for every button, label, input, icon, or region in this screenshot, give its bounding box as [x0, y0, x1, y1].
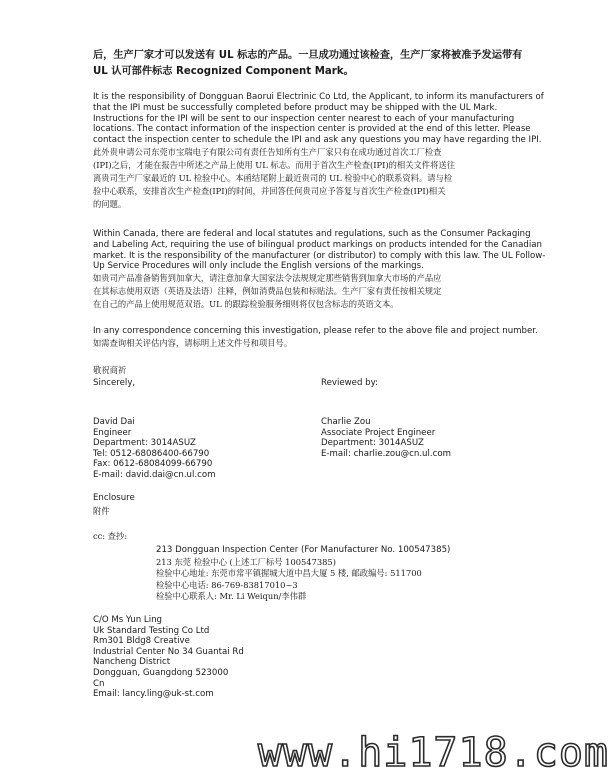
enclosure-block — [93, 493, 135, 516]
signer-department: Department: 3014ASUZ — [321, 438, 424, 449]
signer-fax: Fax: 0612-68084099-66790 — [93, 459, 213, 470]
reviewed-by-label: Reviewed by: — [321, 378, 378, 388]
signer-left-block — [93, 417, 215, 481]
para-line-zh: 离贵司生产厂家最近的 UL 检验中心。本函结尾附上最近贵司的 UL 检验中心的联系资料。请与检 — [93, 172, 453, 183]
para-line: market. It is the responsibility of the manufacturer (or distributor) to comply with this law. The UL Follow- — [93, 250, 546, 261]
address-line: Uk Standard Testing Co Ltd — [93, 625, 210, 636]
para-line-zh: 的问题。 — [93, 198, 127, 209]
address-line: Rm301 Bldg8 Creative — [93, 636, 190, 647]
enclosure-zh: 附件 — [93, 505, 110, 516]
heading-text — [93, 48, 563, 80]
signer-email: E-mail: charlie.zou@cn.ul.com — [321, 448, 451, 459]
para-line-zh: 在其标志使用双语（英语及法语）注释，例如消费品包装和标贴法。生产厂家有责任按相关规定 — [93, 286, 442, 297]
para-line: Within Canada, there are federal and local statutes and regulations, such as the Consumer Packaging — [93, 229, 531, 239]
closing — [93, 365, 135, 388]
signer-tel: Tel: 0512-68086400-66790 — [93, 448, 210, 459]
para-line: It is the responsibility of Dongguan Baorui Electrinic Co Ltd, the Applicant, to inform its manufacturers of — [93, 92, 544, 102]
para-line: In any correspondence concerning this investigation, please refer to the above file and project number. — [93, 326, 538, 336]
signer-email: E-mail: david.dai@cn.ul.com — [93, 469, 216, 480]
signer-name: Charlie Zou — [321, 417, 371, 427]
signer-title: Engineer — [93, 427, 132, 438]
para-line: and Labeling Act, requiring the use of bilingual product markings on products intended for the Canadian — [93, 239, 542, 250]
para-line-zh: 如需查询相关评估内容，请标明上述文件号和项目号。 — [93, 337, 293, 348]
para-line-zh: (IPI)之后，才能在报告中所述之产品上使用 UL 标志。而用于首次生产检查(IPI)的相关文件将送往 — [93, 159, 455, 170]
cc-block — [156, 545, 450, 603]
signer-department: Department: 3014ASUZ — [93, 438, 196, 449]
para-line-zh: 此外贵申请公司东莞市宝瑞电子有限公司有责任告知所有生产厂家只有在成功通过首次工厂检查 — [93, 146, 442, 157]
signer-name: David Dai — [93, 417, 135, 427]
address-line: C/O Ms Yun Ling — [93, 615, 162, 625]
para-line: contact the inspection center to schedule the IPI and ask any questions you may have regarding the IPI. — [93, 135, 542, 146]
address-line: Nancheng District — [93, 657, 171, 668]
cc-line: 检验中心地址: 东莞市常平镇握城大道中昌大厦 5 楼, 邮政编号: 511700 — [156, 568, 422, 578]
cc-label — [93, 531, 127, 543]
address-line: Dongguan, Guangdong 523000 — [93, 667, 229, 678]
para-line-zh: 验中心联系，安排首次生产检查(IPI)的时间，并回答任何贵司应予答复与首次生产检查(IPI)相关 — [93, 185, 446, 196]
para-line-zh: 在自己的产品上使用规范双语。UL 的跟踪检验服务细则将仅包含标志的英语文本。 — [93, 299, 399, 310]
cc-label-text: cc: 查抄: — [93, 531, 128, 541]
heading-line: UL 认可部件标志 Recognized Component Mark。 — [93, 66, 354, 77]
closing-zh: 敬祝商祈 — [93, 365, 127, 375]
correspondence-paragraph — [93, 326, 563, 350]
address-line: Industrial Center No 34 Guantai Rd — [93, 646, 244, 657]
watermark: www.hi1718.com — [257, 730, 609, 776]
para-line: that the IPI must be successfully completed before product may be shipped with the UL Mark. — [93, 102, 498, 113]
closing-en: Sincerely, — [93, 377, 136, 388]
address-line: Cn — [93, 678, 105, 689]
signer-title: Associate Project Engineer — [321, 427, 436, 438]
para-line: Instructions for the IPI will be sent to our inspection center nearest to each of your manufacturing — [93, 113, 515, 124]
cc-line: 213 Dongguan Inspection Center (For Manufacturer No. 100547385) — [156, 545, 451, 555]
para-line: locations. The contact information of the inspection center is provided at the end of this letter. Please — [93, 124, 531, 135]
canada-paragraph — [93, 229, 563, 311]
para-line: Up Service Procedures will only include the English versions of the markings. — [93, 261, 424, 272]
heading-line: 后，生产厂家才可以发送有 UL 标志的产品。一旦成功通过该检查，生产厂家将被准予发运带有 — [93, 50, 523, 61]
para-line-zh: 如贵司产品准备销售到加拿大，请注意加拿大国家法令法规规定那些销售到加拿大市场的产品应 — [93, 273, 442, 284]
address-block — [93, 615, 244, 700]
ipi-paragraph — [93, 92, 563, 211]
signer-right-block — [321, 417, 451, 459]
enclosure-en: Enclosure — [93, 493, 135, 503]
cc-line: 213 东莞 检验中心 (上述工厂标号 100547385) — [156, 556, 336, 567]
address-line: Email: lancy.ling@uk-st.com — [93, 689, 214, 700]
cc-line: 检验中心联系人: Mr. Li Weiqun/李伟群 — [156, 591, 307, 601]
cc-line: 检验中心电话: 86-769-83817010~3 — [156, 579, 298, 590]
